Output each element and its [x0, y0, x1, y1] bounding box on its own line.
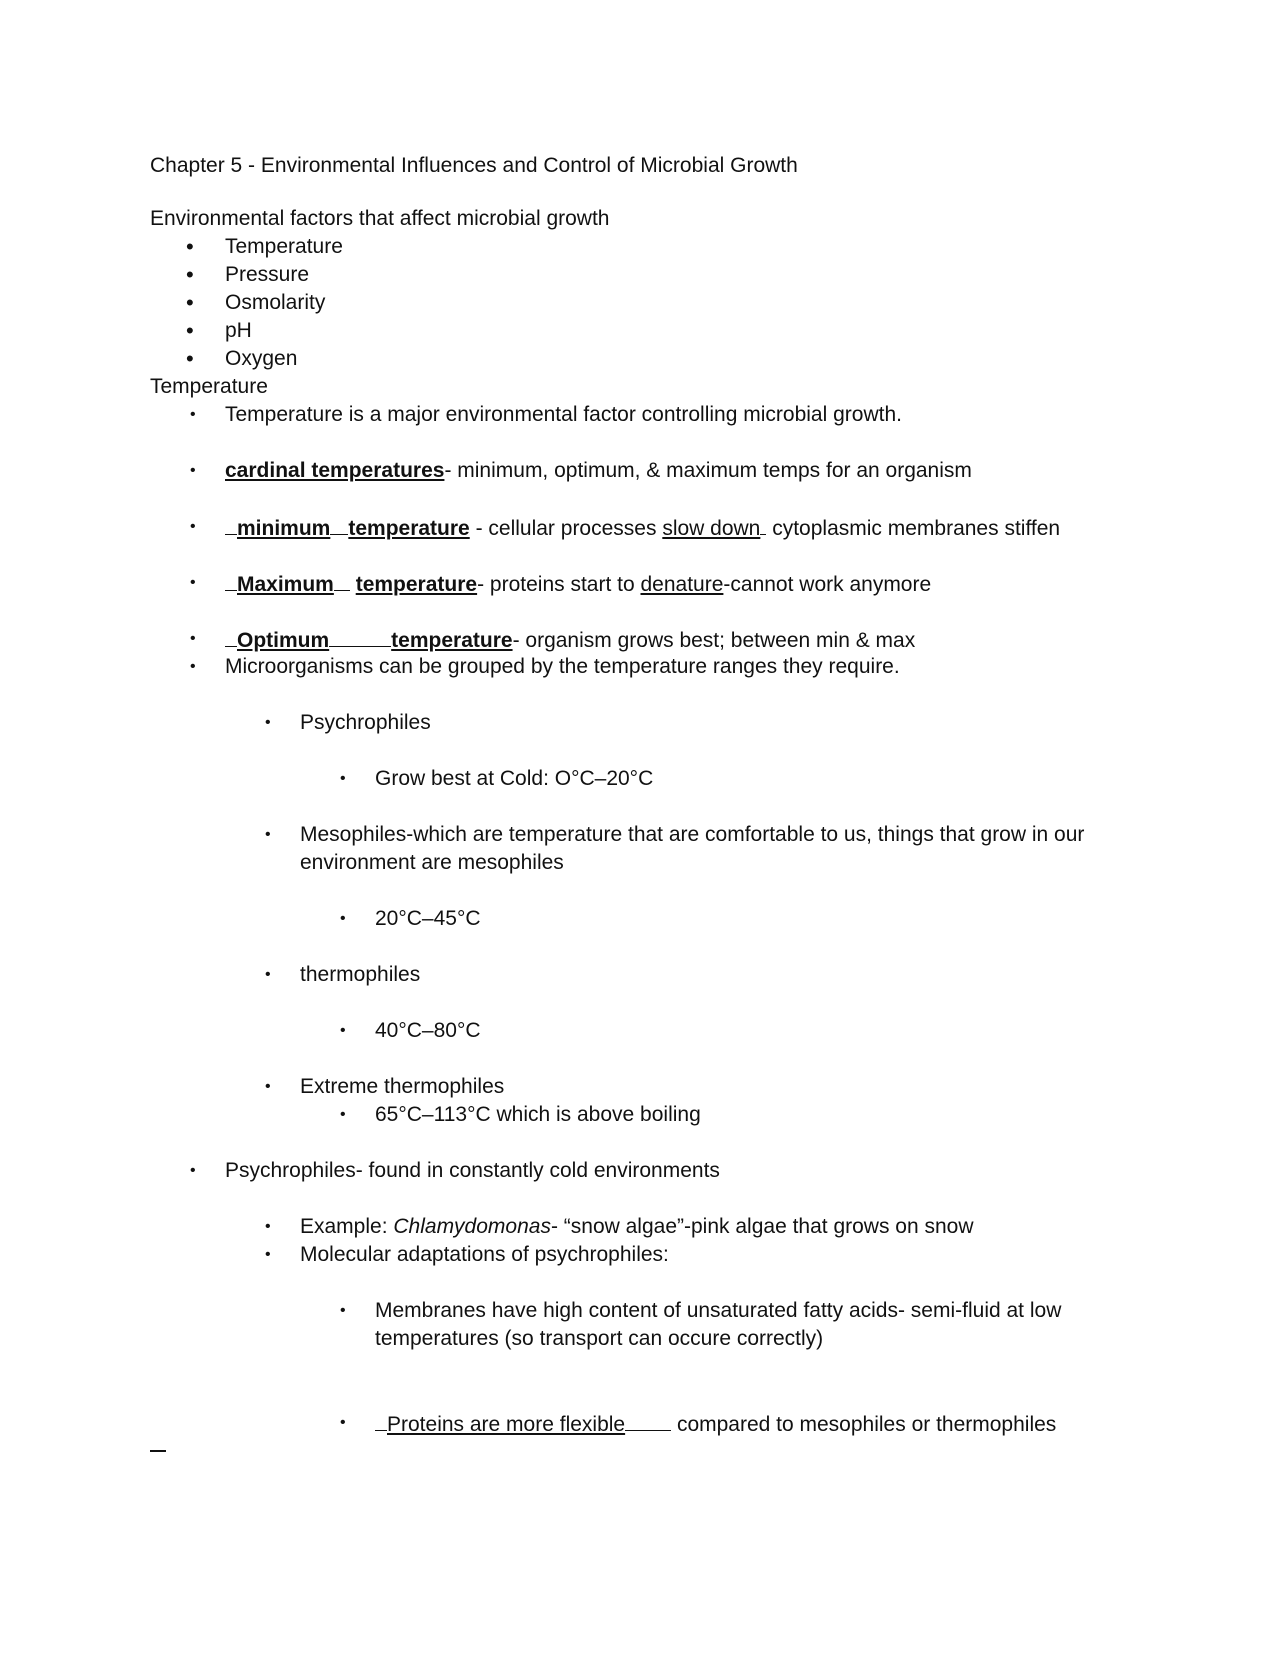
blank-line [225, 569, 237, 591]
minimum-answer: slow down [662, 517, 761, 540]
example-line [300, 1213, 974, 1241]
proteins-answer: Proteins are more flexible [387, 1413, 626, 1436]
adaptations-line: Molecular adaptations of psychrophiles: [300, 1243, 669, 1266]
factors-heading: Environmental factors that affect microbial growth [150, 207, 610, 230]
optimum-line [225, 625, 915, 655]
bullet-icon: • [340, 1414, 346, 1431]
bullet-icon: • [340, 770, 346, 787]
factor-item: pH [225, 319, 252, 342]
minimum-rest: cytoplasmic membranes stiffen [766, 517, 1061, 540]
blank-line [334, 569, 350, 591]
bullet-icon: • [265, 1078, 271, 1095]
membranes-line-continued: temperatures (so transport can occure correctly) [375, 1327, 824, 1350]
bullet-icon: • [340, 910, 346, 927]
maximum-term: Maximum [237, 573, 334, 596]
proteins-line [375, 1409, 1056, 1439]
example-prefix: Example: [300, 1215, 394, 1238]
bullet-icon: • [186, 346, 194, 371]
blank-line [225, 625, 237, 647]
bullet-icon: • [190, 574, 196, 591]
bullet-icon: • [265, 966, 271, 983]
optimum-term: Optimum [237, 629, 330, 652]
minimum-term: minimum [237, 517, 331, 540]
bullet-icon: • [265, 1246, 271, 1263]
blank-line [225, 513, 237, 535]
extreme-thermophiles-item: Extreme thermophiles [300, 1075, 505, 1098]
maximum-answer: denature [640, 573, 724, 596]
temperature-major-line: Temperature is a major environmental factor controlling microbial growth. [225, 403, 902, 426]
minimum-line [225, 513, 1060, 543]
psychrophiles-item: Psychrophiles [300, 711, 431, 734]
maximum-term-2: temperature [355, 573, 478, 596]
bullet-icon: • [190, 1162, 196, 1179]
factor-item: Temperature [225, 235, 343, 258]
mesophiles-item-continued: environment are mesophiles [300, 851, 564, 874]
grouped-line: Microorganisms can be grouped by the temperature ranges they require. [225, 655, 900, 678]
minimum-definition: - cellular processes [469, 517, 663, 540]
blank-line [330, 513, 348, 535]
bullet-icon: • [186, 290, 194, 315]
bullet-icon: • [186, 262, 194, 287]
blank-line [625, 1409, 671, 1431]
cardinal-term: cardinal temperatures [225, 459, 445, 482]
factor-item: Oxygen [225, 347, 298, 370]
maximum-definition: - proteins start to [477, 573, 641, 596]
bullet-icon: • [265, 1218, 271, 1235]
page-title: Chapter 5 - Environmental Influences and Control of Microbial Growth [150, 154, 798, 177]
proteins-rest: compared to mesophiles or thermophiles [671, 1413, 1057, 1436]
bullet-icon: • [340, 1302, 346, 1319]
bullet-icon: • [190, 462, 196, 479]
blank-line [375, 1409, 387, 1431]
blank-line [329, 625, 391, 647]
bullet-icon: • [265, 714, 271, 731]
bullet-icon: • [190, 518, 196, 535]
thermophiles-range: 40°C–80°C [375, 1019, 481, 1042]
membranes-line: Membranes have high content of unsaturated fatty acids- semi-fluid at low [375, 1299, 1062, 1322]
bullet-icon: • [190, 406, 196, 423]
bullet-icon: • [186, 234, 194, 259]
maximum-rest: -cannot work anymore [723, 573, 932, 596]
bullet-icon: • [340, 1106, 346, 1123]
psychrophiles-range: Grow best at Cold: O°C–20°C [375, 767, 654, 790]
bullet-icon: • [190, 658, 196, 675]
bullet-icon: • [186, 318, 194, 343]
mesophiles-item: Mesophiles-which are temperature that are comfortable to us, things that grow in our [300, 823, 1085, 846]
bullet-icon: • [340, 1022, 346, 1039]
example-genus: Chlamydomonas [393, 1215, 551, 1238]
mesophiles-range: 20°C–45°C [375, 907, 481, 930]
example-rest: - “snow algae”-pink algae that grows on snow [550, 1215, 974, 1238]
factor-item: Pressure [225, 263, 310, 286]
maximum-line [225, 569, 931, 599]
minimum-term-2: temperature [348, 517, 470, 540]
thermophiles-item: thermophiles [300, 963, 421, 986]
bullet-icon: • [265, 826, 271, 843]
optimum-term-2: temperature [391, 629, 513, 652]
cardinal-definition: - minimum, optimum, & maximum temps for an organism [444, 459, 972, 482]
temperature-heading: Temperature [150, 375, 268, 398]
optimum-definition: - organism grows best; between min & max [512, 629, 916, 652]
psychrophiles-heading: Psychrophiles- found in constantly cold environments [225, 1159, 720, 1182]
footnote-separator [150, 1450, 166, 1452]
factor-item: Osmolarity [225, 291, 326, 314]
extreme-thermophiles-range: 65°C–113°C which is above boiling [375, 1103, 701, 1126]
cardinal-line [225, 457, 972, 485]
bullet-icon: • [190, 630, 196, 647]
